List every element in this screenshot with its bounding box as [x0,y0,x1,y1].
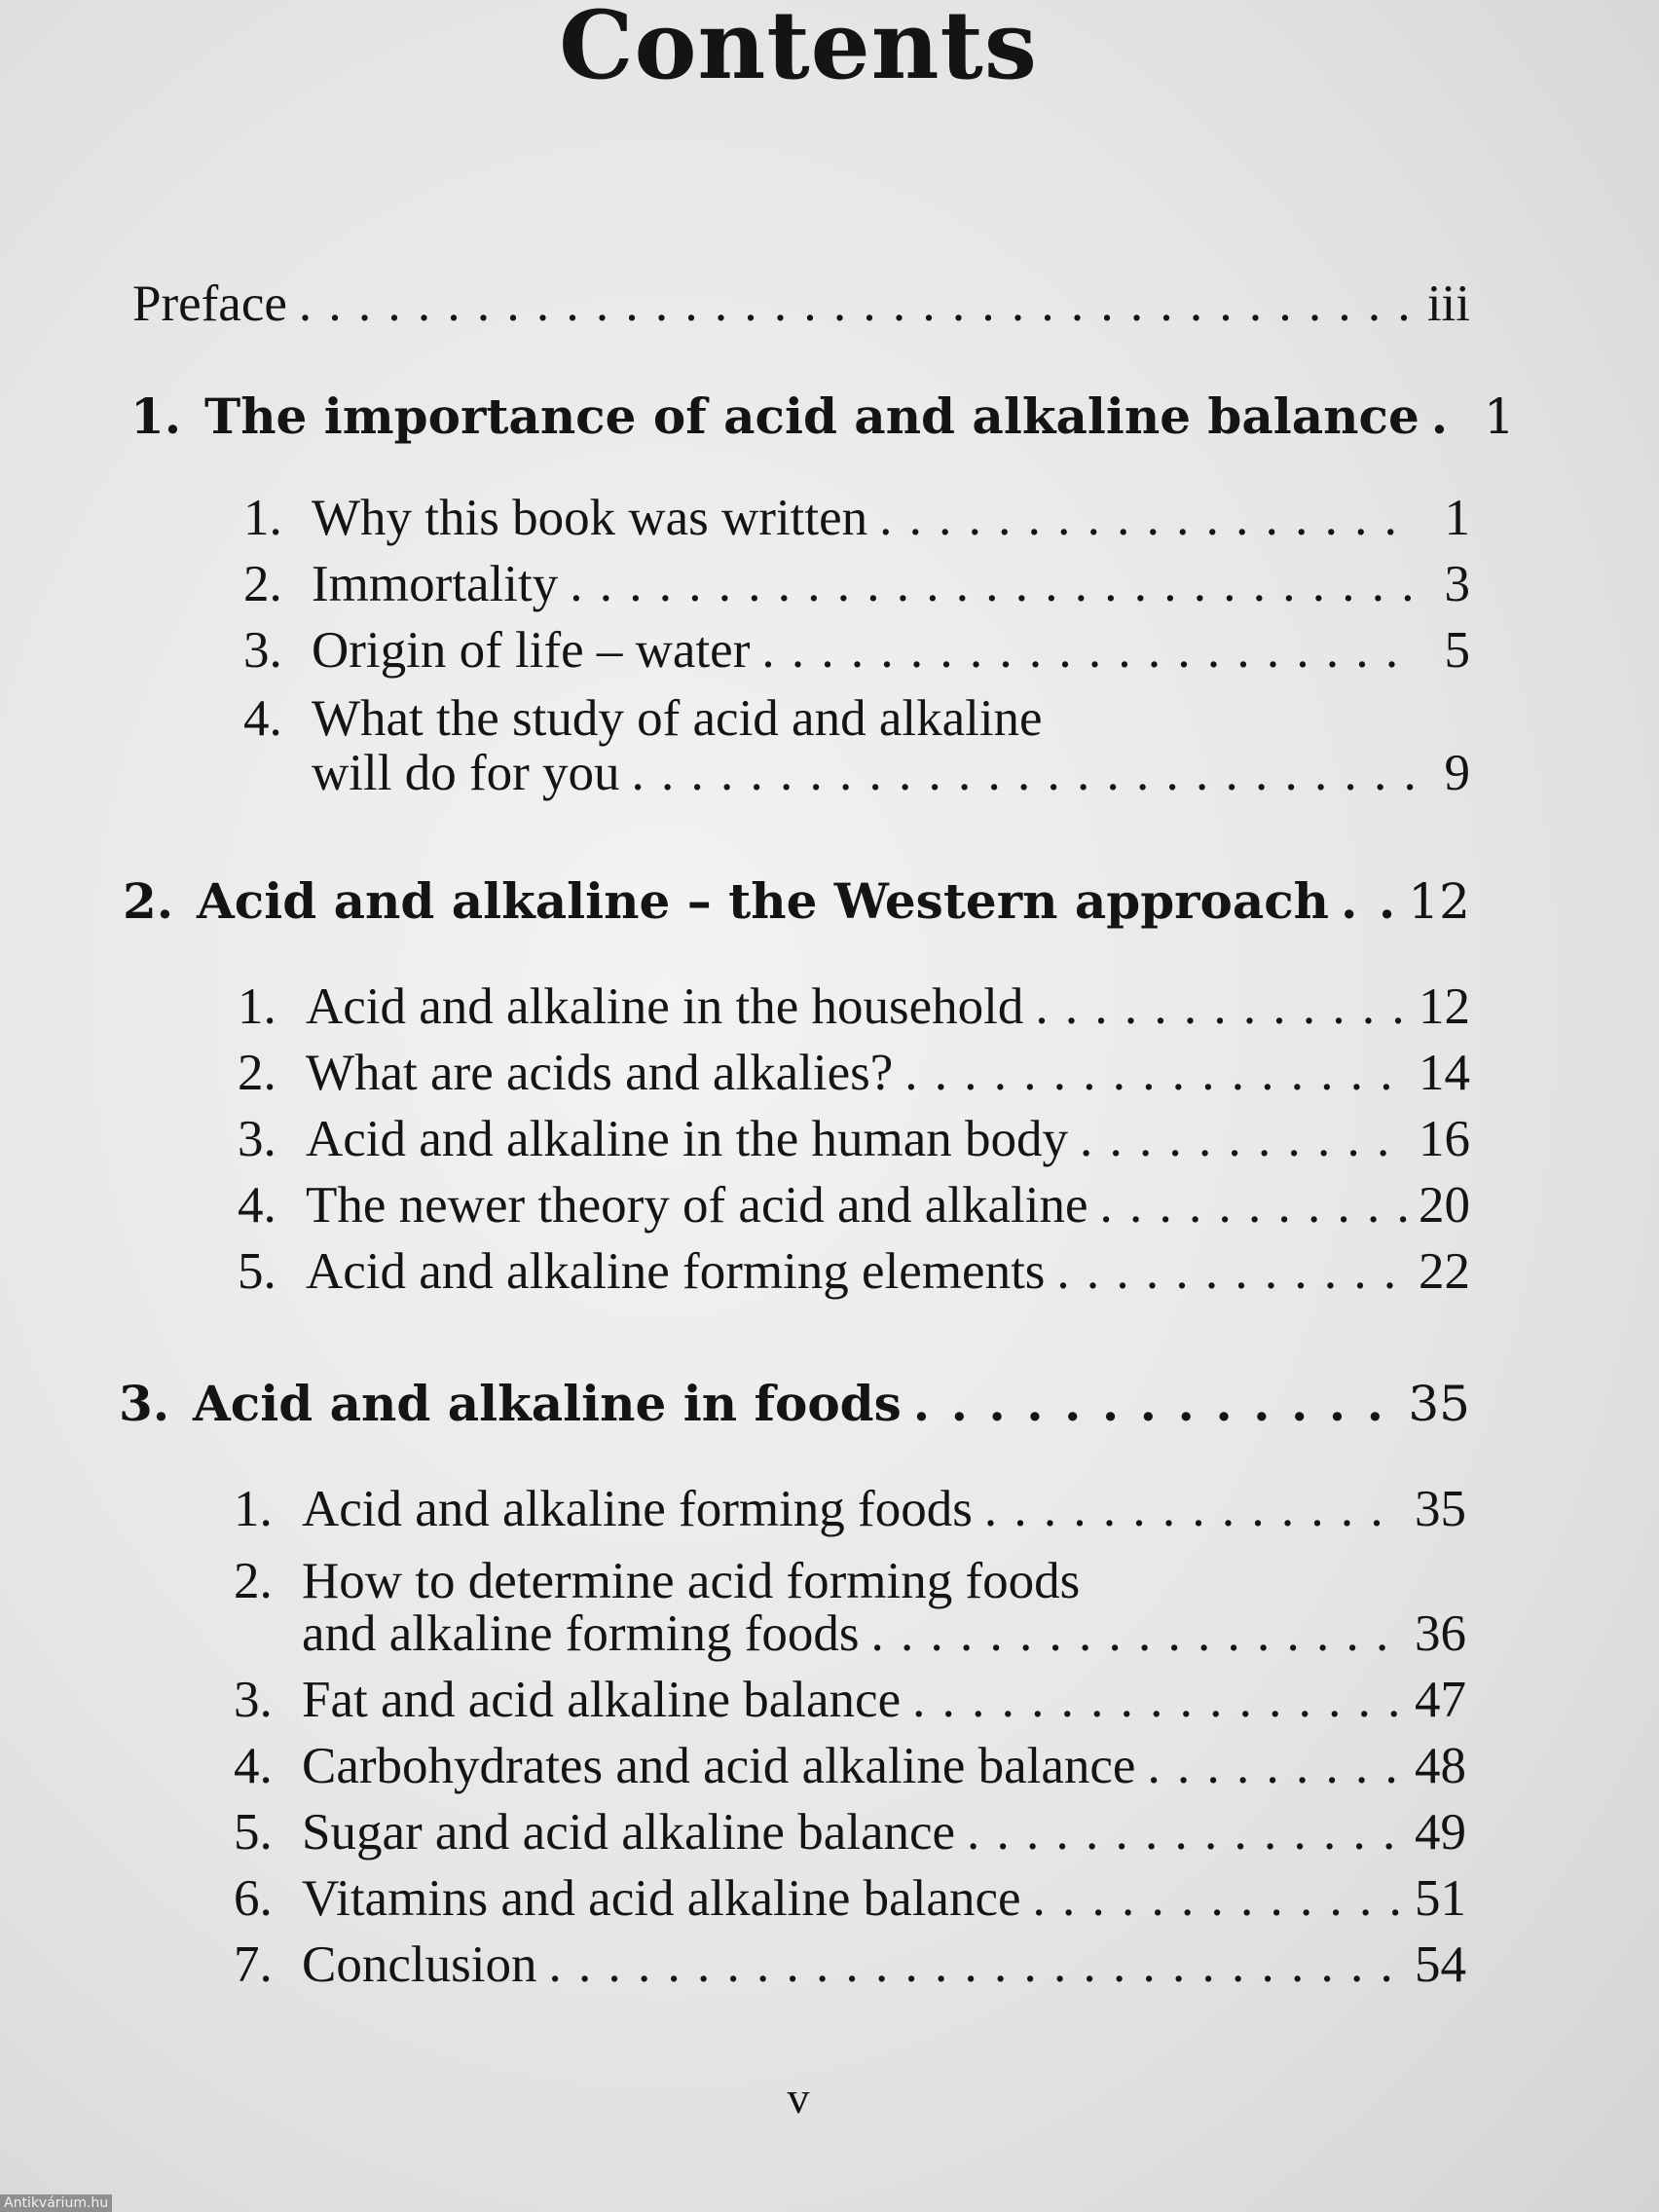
section-label: Acid and alkaline forming foods [302,1481,973,1537]
section-label-continuation: and alkaline forming foods [302,1605,860,1662]
page-number: 48 [1415,1738,1466,1794]
toc-chapter-2[interactable] [123,872,1470,930]
section-label: How to determine acid forming foods [302,1553,1081,1609]
page-number: 9 [1444,745,1470,801]
dot-leader [1431,387,1460,445]
page-number: 49 [1415,1804,1466,1861]
section-label: Vitamins and acid alkaline balance [302,1870,1021,1927]
section-number: 1. [234,1481,273,1537]
section-label: Origin of life – water [312,622,751,679]
section-number: 4. [234,1738,273,1794]
dot-leader [548,1936,1403,1994]
dot-leader [879,489,1416,547]
toc-section-1-3[interactable] [243,621,1470,680]
toc-section-3-3[interactable] [234,1671,1466,1729]
section-label: Acid and alkaline in the human body [306,1111,1069,1167]
toc-section-2-5[interactable] [238,1242,1470,1301]
page-number: 35 [1415,1481,1466,1537]
dot-leader [570,555,1416,613]
section-number: 5. [234,1804,273,1861]
toc-section-3-5[interactable] [234,1803,1466,1862]
page-number: 12 [1419,978,1470,1035]
section-label-continuation: will do for you [312,745,620,801]
toc-section-2-1[interactable] [238,977,1470,1036]
page-number: 16 [1419,1111,1470,1167]
page-number: 36 [1415,1605,1466,1662]
chapter-title: Acid and alkaline in foods [193,1375,902,1432]
toc-chapter-1[interactable] [130,387,1515,445]
section-number: 2. [238,1045,276,1101]
dot-leader [632,744,1417,802]
section-label: Conclusion [302,1936,537,1993]
dot-leader [967,1803,1403,1862]
section-number: 4. [238,1177,276,1234]
section-label: Acid and alkaline forming elements [306,1243,1046,1300]
dot-leader [1341,872,1396,930]
toc-entry-preface[interactable] [132,275,1470,333]
section-label: What are acids and alkalies? [306,1045,894,1101]
chapter-title: Acid and alkaline – the Western approach [197,872,1330,930]
toc-section-3-7[interactable] [234,1936,1466,1994]
dot-leader [913,1375,1397,1432]
toc-section-1-1[interactable] [243,489,1470,547]
page-number: 5 [1444,622,1470,679]
section-number: 3. [234,1672,273,1728]
page-number: 14 [1419,1045,1470,1101]
page-folio: v [787,2073,810,2122]
page-number: 1 [1444,490,1470,546]
toc-section-1-4[interactable] [312,744,1470,802]
page-number: 22 [1419,1243,1470,1300]
toc-section-2-4[interactable] [238,1176,1470,1235]
toc-section-1-4-first-line[interactable] [243,689,1043,748]
dot-leader [984,1480,1403,1538]
chapter-number: 1. [130,387,182,445]
dot-leader [871,1604,1403,1663]
page-number: 20 [1419,1177,1470,1234]
section-label: What the study of acid and alkaline [312,690,1043,747]
chapter-number: 2. [123,872,174,930]
dot-leader [761,621,1416,680]
section-label: Sugar and acid alkaline balance [302,1804,956,1861]
dot-leader [904,1044,1407,1102]
dot-leader [1056,1242,1407,1301]
section-number: 6. [234,1870,273,1927]
toc-chapter-3[interactable] [119,1375,1470,1432]
toc-section-1-2[interactable] [243,555,1470,613]
section-number: 3. [238,1111,276,1167]
dot-leader [1099,1176,1407,1235]
toc-section-2-3[interactable] [238,1110,1470,1168]
page-number: 47 [1415,1672,1466,1728]
page-number: iii [1426,276,1470,332]
page-number: 54 [1415,1936,1466,1993]
chapter-title: The importance of acid and alkaline balance [204,387,1419,445]
page-number: 1 [1483,388,1515,445]
toc-section-3-6[interactable] [234,1869,1466,1928]
toc-section-3-4[interactable] [234,1737,1466,1795]
section-number: 5. [238,1243,276,1300]
section-number: 2. [243,556,282,612]
dot-leader [1147,1737,1403,1795]
section-label: Why this book was written [312,490,868,546]
toc-section-3-2[interactable] [302,1604,1466,1663]
watermark: Antikvárium.hu [0,2194,112,2212]
dot-leader [912,1671,1403,1729]
page-number: 35 [1408,1376,1470,1432]
section-label: Carbohydrates and acid alkaline balance [302,1738,1136,1794]
dot-leader [1080,1110,1407,1168]
toc-section-3-2-first-line[interactable] [234,1552,1080,1610]
section-label: Immortality [312,556,559,612]
page-number: 3 [1444,556,1470,612]
dot-leader [1035,977,1407,1036]
section-number: 1. [243,490,282,546]
dot-leader [299,275,1416,333]
section-number: 3. [243,622,282,679]
toc-section-3-1[interactable] [234,1480,1466,1538]
page-number: 12 [1408,873,1470,930]
section-number: 1. [238,978,276,1035]
page-number: 51 [1415,1870,1466,1927]
page-title: Contents [559,0,1038,100]
chapter-number: 3. [119,1375,170,1432]
section-label: The newer theory of acid and alkaline [306,1177,1088,1234]
toc-section-2-2[interactable] [238,1044,1470,1102]
section-label: Fat and acid alkaline balance [302,1672,902,1728]
section-number: 2. [234,1553,273,1609]
section-number: 7. [234,1936,273,1993]
section-label: Acid and alkaline in the household [306,978,1024,1035]
section-number: 4. [243,690,282,747]
dot-leader [1033,1869,1403,1928]
entry-label: Preface [132,276,287,332]
